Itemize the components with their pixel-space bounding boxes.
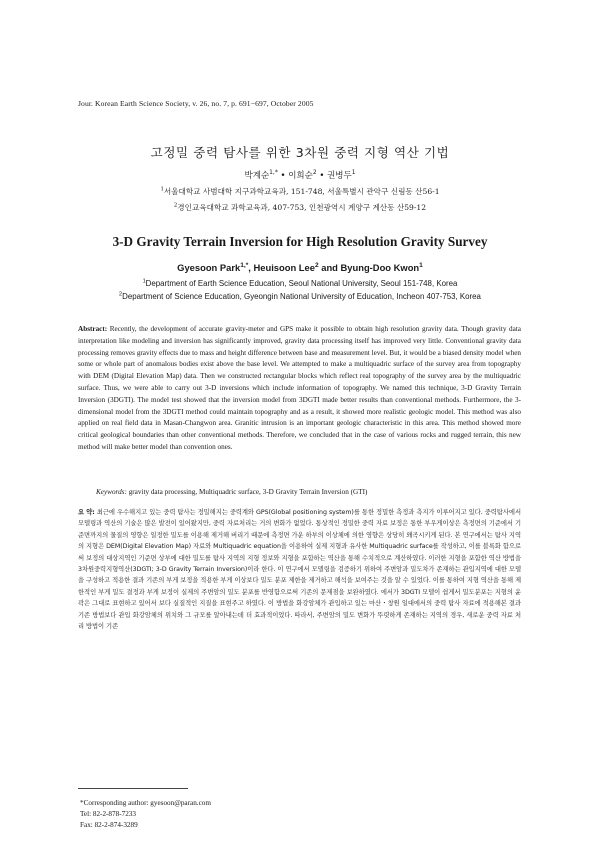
affiliation-1-en-sup: 1 <box>142 278 146 285</box>
author-2-ko-sup: 2 <box>312 169 317 177</box>
abstract-label: Abstract: <box>78 325 108 333</box>
keywords <box>96 488 516 496</box>
footnotes <box>80 798 211 831</box>
author-separator: and <box>318 262 341 273</box>
author-1-ko: 박계순 <box>244 171 270 181</box>
author-1-ko-sup: 1,* <box>269 169 278 177</box>
fax: Fax: 82-2-874-3289 <box>80 821 138 829</box>
affiliation-2-en-sup: 2 <box>119 291 123 298</box>
korean-affiliation-2 <box>0 202 600 213</box>
author-3-ko-sup: 1 <box>351 169 356 177</box>
author-separator: • <box>316 171 328 181</box>
telephone: Tel: 82-2-878-7233 <box>80 810 136 818</box>
affiliation-2-ko-sup: 2 <box>173 202 178 209</box>
author-2-en: Heuisoon Lee <box>253 262 315 273</box>
korean-abstract <box>78 507 521 632</box>
author-3-en-sup: 1 <box>419 261 423 269</box>
affiliation-1-en-text: Department of Earth Science Education, Seoul National University, Seoul 151-748, Korea <box>145 279 458 288</box>
affiliation-1-ko-text: 서울대학교 사범대학 지구과학교육과, 151-748, 서울특별시 관악구 신림동 산56-1 <box>163 187 440 196</box>
corresponding-author: *Corresponding author: gyesoon@paran.com <box>80 799 211 807</box>
author-separator: , <box>248 262 254 273</box>
english-abstract <box>78 324 521 454</box>
korean-abstract-label: 요 약: <box>78 509 95 516</box>
affiliation-2-ko-text: 경인교육대학교 과학교육과, 407-753, 인천광역시 계양구 계산동 산59-12 <box>177 203 427 212</box>
korean-title: 고정밀 중력 탐사를 위한 3차원 중력 지형 역산 기법 <box>150 145 450 160</box>
english-authors <box>0 262 600 273</box>
english-affiliation-2 <box>0 292 600 301</box>
author-3-en: Byung-Doo Kwon <box>340 262 420 273</box>
abstract-text: Recently, the development of accurate gravity-meter and GPS make it possible to obtain high resolution gravity data. Though gravity data interpretation like modeling and inversion has significantly improved, gravity data processing itself has improved very little. Conventional gravity data processing removes gravity effects due to mass and height difference between base and measurement level. But, it would be a biased density model when some or whole part of anomalous bodies exist above the base level. We attempted to make a multiquadric surface of the survey area from topography with DEM (Digital Elevation Map) data. Then we constructed rectangular blocks which reflect real topography of the survey area by the multiquadric surface. Thus, we were able to carry out 3-D inversions which include information of topography. We named this technique, 3-D Gravity Terrain Inversion (3DGTI). The model test showed that the inversion model from 3DGTI made better results than conventional methods. Furthermore, the 3-dimensional model from the 3DGTI method could maintain topography and as a result, it showed more realistic geologic model. This method was also applied on real field data in Masan-Changwon area. Granitic intrusion is an important geologic characteristic in this area. This method showed more critical geological boundaries than other conventional methods. Therefore, we concluded that in the case of various rocks and rugged terrain, this new method will make better model than convention ones. <box>78 325 521 451</box>
author-1-en: Gyesoon Park <box>177 262 241 273</box>
journal-reference: Jour. Korean Earth Science Society, v. 26, no. 7, p. 691−697, October 2005 <box>78 99 314 108</box>
author-2-ko: 이희순 <box>288 171 313 181</box>
english-affiliation-1 <box>0 279 600 288</box>
affiliation-1-ko-sup: 1 <box>160 186 164 193</box>
english-title: 3-D Gravity Terrain Inversion for High Resolution Gravity Survey <box>112 234 488 249</box>
keywords-text: gravity data processing, Multiquadric surface, 3-D Gravity Terrain Inversion (GTI) <box>126 488 368 496</box>
korean-authors <box>0 169 600 181</box>
keywords-label: Keywords: <box>96 488 127 496</box>
korean-abstract-text: 최근에 우수해지고 있는 중력 탐사는 정밀해지는 중력계와 GPS(Global positioning system)를 통한 정밀한 측정과 측지가 이루어지고 있다. 중력탐사에서 모델링과 역산의 기술은 많은 발전이 있어왔지만, 중력 자료처리는 거의 변화가 없었다. 통상적인 정밀한 중력 자료 보정은 통한 부우게이상은 측정면의 기준에서 기준면까지의 물질의 영향은 일정한 밀도를 이용해 제거해 버리기 때문에 측정면 가운 하부의 이상체에 의한 영향은 상당히 왜곡시키게 된다. 본 연구에서는 탐사 지역의 지형은 DEM(Digital Elevation Map) 자료와 Multiquadric equation을 이용하여 실제 지형과 유사한 Multiquadric surface를 작성하고, 이를 블록화 함으로써 보정의 대상지역인 기준면 상부에 대한 밀도를 탐사 지역의 지형 정보와 지형을 포함하는 역산을 통해 수치적으로 계산하였다. 이러한 지형을 포함한 역산 방법을 3차원중력지형역산(3DGTI; 3-D Gravity Terrain Inversion)이라 한다. 이 연구에서 모델링을 검증하기 위하여 주변암과 밀도차가 존재하는 관입지역에 대한 모델을 구성하고 적용한 결과 기존의 부게 보정을 적용한 부게 이상보다 밀도 분포 제한을 제거하고 해석을 보여주는 것을 알 수 있었다. 이를 통하여 지형 역산을 통해 제한적인 부게 밀도 결정과 부게 보정이 실제의 주변암의 밀도 분포를 반영함으로써 기존의 문제점을 보완하였다. 에서가 3DGTI 모델이 쉽게서 밀도분포는 지형의 윤곽은 그대로 표현하고 있어서 보다 실질적인 지질을 표현주고 하였다. 이 방법을 화강암체가 관입하고 있는 마산・창원 일대에서의 중력 탐사 자료에 적용해본 결과 기존 방법보다 관입 화강암체의 위치와 그 규모를 알아내는데 더 효과적이었다. 따라서, 주변암의 밀도 변화가 뚜렷하게 존재하는 지역의 경우, 새로운 중력 자료 처리 방법이 기존 <box>78 509 521 631</box>
author-3-ko: 권병두 <box>327 171 352 181</box>
affiliation-2-en-text: Department of Science Education, Gyeongin National University of Education, Incheon 407-753, Korea <box>122 292 481 301</box>
author-2-en-sup: 2 <box>314 261 319 269</box>
korean-affiliation-1 <box>0 186 600 197</box>
author-1-en-sup: 1,* <box>240 261 249 269</box>
footnote-divider <box>78 788 188 789</box>
author-separator: • <box>277 171 289 181</box>
